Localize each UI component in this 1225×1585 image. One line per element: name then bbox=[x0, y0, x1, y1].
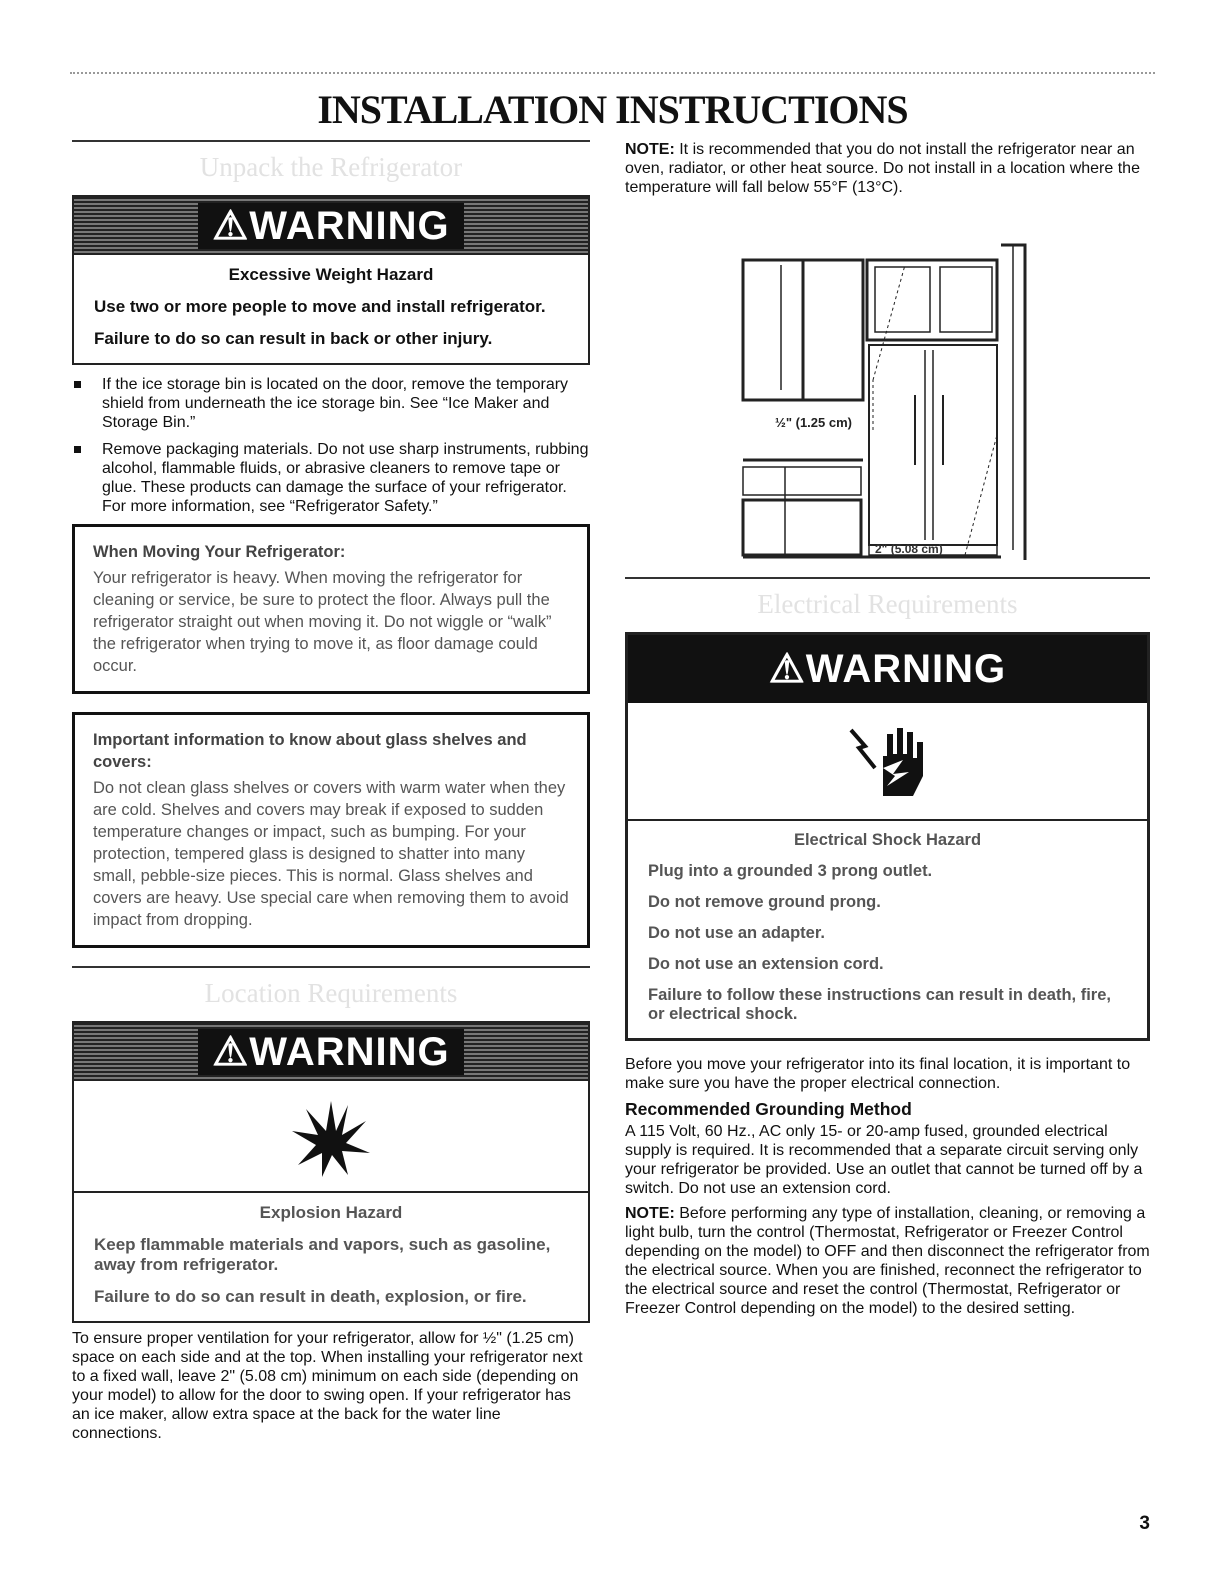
grounding-paragraph: A 115 Volt, 60 Hz., AC only 15- or 20-amp fused, grounded electrical supply is required. It is recommended that a separate circuit serving only your refrigerator be provided. Use an outlet that cannot be turned off by a switch. Do not use an extension cord. bbox=[625, 1123, 1143, 1197]
warning-content bbox=[74, 255, 588, 363]
top-dotted-rule bbox=[70, 72, 1155, 74]
unpack-heading: Unpack the Refrigerator bbox=[199, 152, 463, 182]
shock-icon-area bbox=[628, 703, 1147, 821]
warning-banner bbox=[74, 197, 588, 255]
moving-info-box bbox=[72, 524, 590, 694]
hazard-title: Explosion Hazard bbox=[259, 1203, 403, 1222]
location-warning-box bbox=[72, 1021, 590, 1323]
clearance-label-top: ½" (1.25 cm) bbox=[775, 415, 852, 430]
warning-line: Keep flammable materials and vapors, such as gasoline, away from refrigerator. bbox=[94, 1235, 551, 1274]
explosion-icon-area bbox=[74, 1081, 588, 1193]
location-heading: Location Requirements bbox=[204, 978, 458, 1008]
glass-info-box bbox=[72, 712, 590, 948]
hazard-title: Excessive Weight Hazard bbox=[228, 265, 434, 284]
info-box-title: When Moving Your Refrigerator: bbox=[93, 543, 346, 561]
note-label: NOTE: bbox=[625, 1205, 675, 1222]
note-text: It is recommended that you do not install the refrigerator near an oven, radiator, or other heat source. Do not install in a location where the temperature will fall below 55°F (13°C). bbox=[625, 141, 1140, 196]
page-title: INSTALLATION INSTRUCTIONS bbox=[317, 87, 908, 132]
section-rule bbox=[625, 577, 1150, 579]
unpack-warning-box bbox=[72, 195, 590, 365]
location-paragraph: To ensure proper ventilation for your refrigerator, allow for ½" (1.25 cm) space on each side and at the top. When installing your refrigerator next to a fixed wall, leave 2" (5.08 cm) minimum on each side (depending on your model) to allow for the door to swing open. If your refrigerator has an ice maker, allow extra space at the back for the water line connections. bbox=[72, 1330, 583, 1442]
warning-content bbox=[74, 1193, 588, 1321]
note-paragraph bbox=[625, 140, 1150, 197]
hazard-title: Electrical Shock Hazard bbox=[793, 831, 982, 849]
warning-line: Use two or more people to move and install refrigerator. bbox=[94, 297, 546, 316]
section-rule bbox=[72, 966, 590, 968]
warning-label: ⚠WARNING bbox=[755, 646, 1020, 692]
info-box-title: Important information to know about glass shelves and covers: bbox=[93, 731, 527, 771]
list-item: Remove packaging materials. Do not use sharp instruments, rubbing alcohol, flammable fluids, or abrasive cleaners to remove tape or glue. These products can damage the surface of your refrigerator. For more information, see “Refrigerator Safety.” bbox=[72, 440, 590, 516]
explosion-icon bbox=[286, 1091, 376, 1181]
warning-banner bbox=[628, 635, 1147, 703]
warning-line: Failure to do so can result in death, explosion, or fire. bbox=[94, 1287, 527, 1306]
warning-line: Do not use an adapter. bbox=[648, 924, 825, 942]
warning-line: Failure to do so can result in back or other injury. bbox=[94, 329, 493, 348]
warning-line: Do not use an extension cord. bbox=[648, 955, 884, 973]
electrical-warning-box bbox=[625, 632, 1150, 1041]
warning-content bbox=[628, 821, 1147, 1038]
right-column bbox=[625, 140, 1150, 1324]
clearance-label-bottom: 2" (5.08 cm) bbox=[875, 542, 943, 556]
electrical-shock-icon bbox=[843, 716, 933, 806]
electrical-intro: Before you move your refrigerator into its final location, it is important to make sure you have the proper electrical connection. bbox=[625, 1056, 1131, 1092]
electrical-note bbox=[625, 1204, 1150, 1318]
info-box-text: Your refrigerator is heavy. When moving the refrigerator for cleaning or service, be sure to protect the floor. Always pull the refrigerator straight out when moving it. Do not wiggle or “walk” the refrigerator when trying to move it, as floor damage could occur. bbox=[93, 569, 552, 675]
warning-line: Plug into a grounded 3 prong outlet. bbox=[648, 862, 933, 880]
refrigerator-cabinet-diagram bbox=[625, 205, 1150, 563]
warning-banner bbox=[74, 1023, 588, 1081]
warning-line: Do not remove ground prong. bbox=[648, 893, 881, 911]
clearance-diagram bbox=[625, 205, 1150, 563]
electrical-heading: Electrical Requirements bbox=[757, 589, 1018, 619]
note-text: Before performing any type of installation, cleaning, or removing a light bulb, turn the control (Thermostat, Refrigerator or Freezer Control depending on the model) to OFF and then disconnect the refrigerator from the electrical source. When you are finished, reconnect the refrigerator to the electrical source and reset the control (Thermostat, Refrigerator or Freezer Control depending on the model) to the desired setting. bbox=[625, 1205, 1150, 1317]
warning-label: ⚠WARNING bbox=[198, 1029, 463, 1075]
unpack-bullets bbox=[72, 375, 590, 516]
list-item: If the ice storage bin is located on the door, remove the temporary shield from underneath the ice storage bin. See “Ice Maker and Storage Bin.” bbox=[72, 375, 590, 432]
left-column bbox=[72, 140, 590, 1449]
warning-line: Failure to follow these instructions can result in death, fire, or electrical shock. bbox=[648, 986, 1111, 1023]
section-rule bbox=[72, 140, 590, 142]
info-box-text: Do not clean glass shelves or covers with warm water when they are cold. Shelves and covers may break if exposed to sudden temperature changes or impact, such as bumping. For your protection, tempered glass is designed to shatter into many small, pebble-size pieces. This is normal. Glass shelves and covers are heavy. Use special care when removing them to avoid impact from dropping. bbox=[93, 779, 569, 929]
grounding-subheading: Recommended Grounding Method bbox=[625, 1099, 912, 1119]
page-number: 3 bbox=[1139, 1513, 1150, 1534]
warning-label: ⚠WARNING bbox=[198, 203, 463, 249]
note-label: NOTE: bbox=[625, 141, 675, 158]
